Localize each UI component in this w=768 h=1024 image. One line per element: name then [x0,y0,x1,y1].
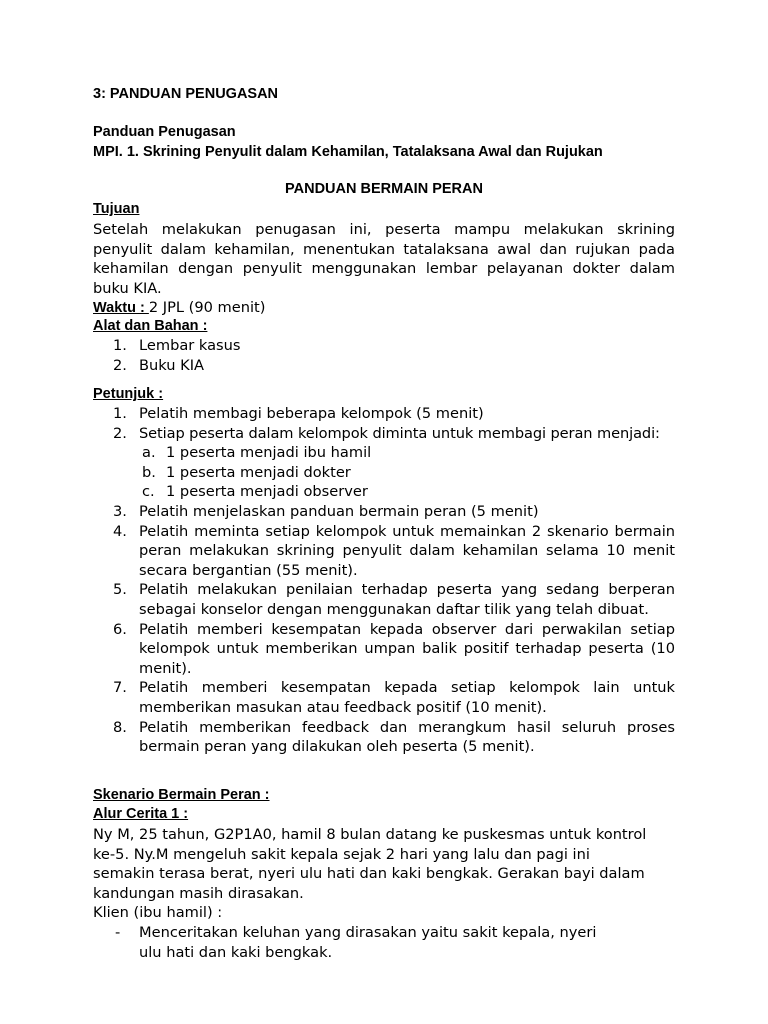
list-item: 3. Pelatih menjelaskan panduan bermain peran (5 menit) [113,502,539,520]
story-line: semakin terasa berat, nyeri ulu hati dan kaki bengkak. Gerakan bayi dalam [93,865,645,883]
list-item: 5. Pelatih melakukan penilaian terhadap peserta yang sedang berperan sebagai konselor dengan menggunakan daftar tilik yang telah dibuat. [113,581,675,618]
list-item: 7. Pelatih memberi kesempatan kepada setiap kelompok lain untuk memberikan masukan atau feedback positif (10 menit). [113,679,675,716]
list-item: 4. Pelatih meminta setiap kelompok untuk memainkan 2 skenario bermain peran melakukan skrining penyulit dalam kehamilan selama 10 menit secara bergantian (55 menit). [113,522,675,579]
story-line: Ny M, 25 tahun, G2P1A0, hamil 8 bulan datang ke puskesmas untuk kontrol [93,826,647,843]
list-item: 8. Pelatih memberikan feedback dan merangkum hasil seluruh proses bermain peran yang dilakukan oleh peserta (5 menit). [113,718,675,756]
tujuan-label: Tujuan [93,201,140,217]
sub-list-item: b. 1 peserta menjadi dokter [142,463,351,481]
list-item: 1. Pelatih membagi beberapa kelompok (5 menit) [113,405,484,422]
alur-cerita-label: Alur Cerita 1 : [93,806,189,822]
alat-list [93,336,675,375]
list-item: 2. Buku KIA [113,356,205,374]
waktu-value: 2 JPL (90 menit) [148,299,266,316]
alat-label: Alat dan Bahan : [93,318,208,334]
waktu-line [93,298,675,319]
list-item: 1. Lembar kasus [113,337,241,354]
section-title: PANDUAN BERMAIN PERAN [285,181,483,197]
story-line: ke-5. Ny.M mengeluh sakit kepala sejak 2 hari yang lalu dan pagi ini [93,845,590,863]
petunjuk-label: Petunjuk : [93,386,164,402]
skenario-label: Skenario Bermain Peran : [93,787,270,803]
list-item: - Menceritakan keluhan yang dirasakan yaitu sakit kepala, nyeri ulu hati dan kaki bengkak. [115,923,597,961]
list-item: 6. Pelatih memberi kesempatan kepada observer dari perwakilan setiap kelompok untuk memberikan umpan balik positif terhadap peserta (10 menit). [113,620,675,677]
list-item: 2. Setiap peserta dalam kelompok diminta untuk membagi peran menjadi: [113,424,660,442]
petunjuk-list [93,404,675,757]
waktu-label: Waktu : [93,300,149,316]
document-header: 3: PANDUAN PENUGASAN [93,86,279,102]
subtitle-module: MPI. 1. Skrining Penyulit dalam Kehamilan, Tatalaksana Awal dan Rujukan [93,144,603,160]
story-line: kandungan masih dirasakan. [93,884,304,902]
sub-list-item: a. 1 peserta menjadi ibu hamil [142,444,372,462]
klien-label: Klien (ibu hamil) : [93,904,223,922]
tujuan-text: Setelah melakukan penugasan ini, peserta mampu melakukan skrining penyulit dalam kehamilan, menentukan tatalaksana awal dan rujukan pada kehamilan dengan penyulit menggunakan lembar pelayanan dokter dalam buku KIA. [93,221,675,297]
subtitle-guide: Panduan Penugasan [93,124,236,140]
sub-list-item: c. 1 peserta menjadi observer [142,483,368,501]
story-text [93,825,675,962]
